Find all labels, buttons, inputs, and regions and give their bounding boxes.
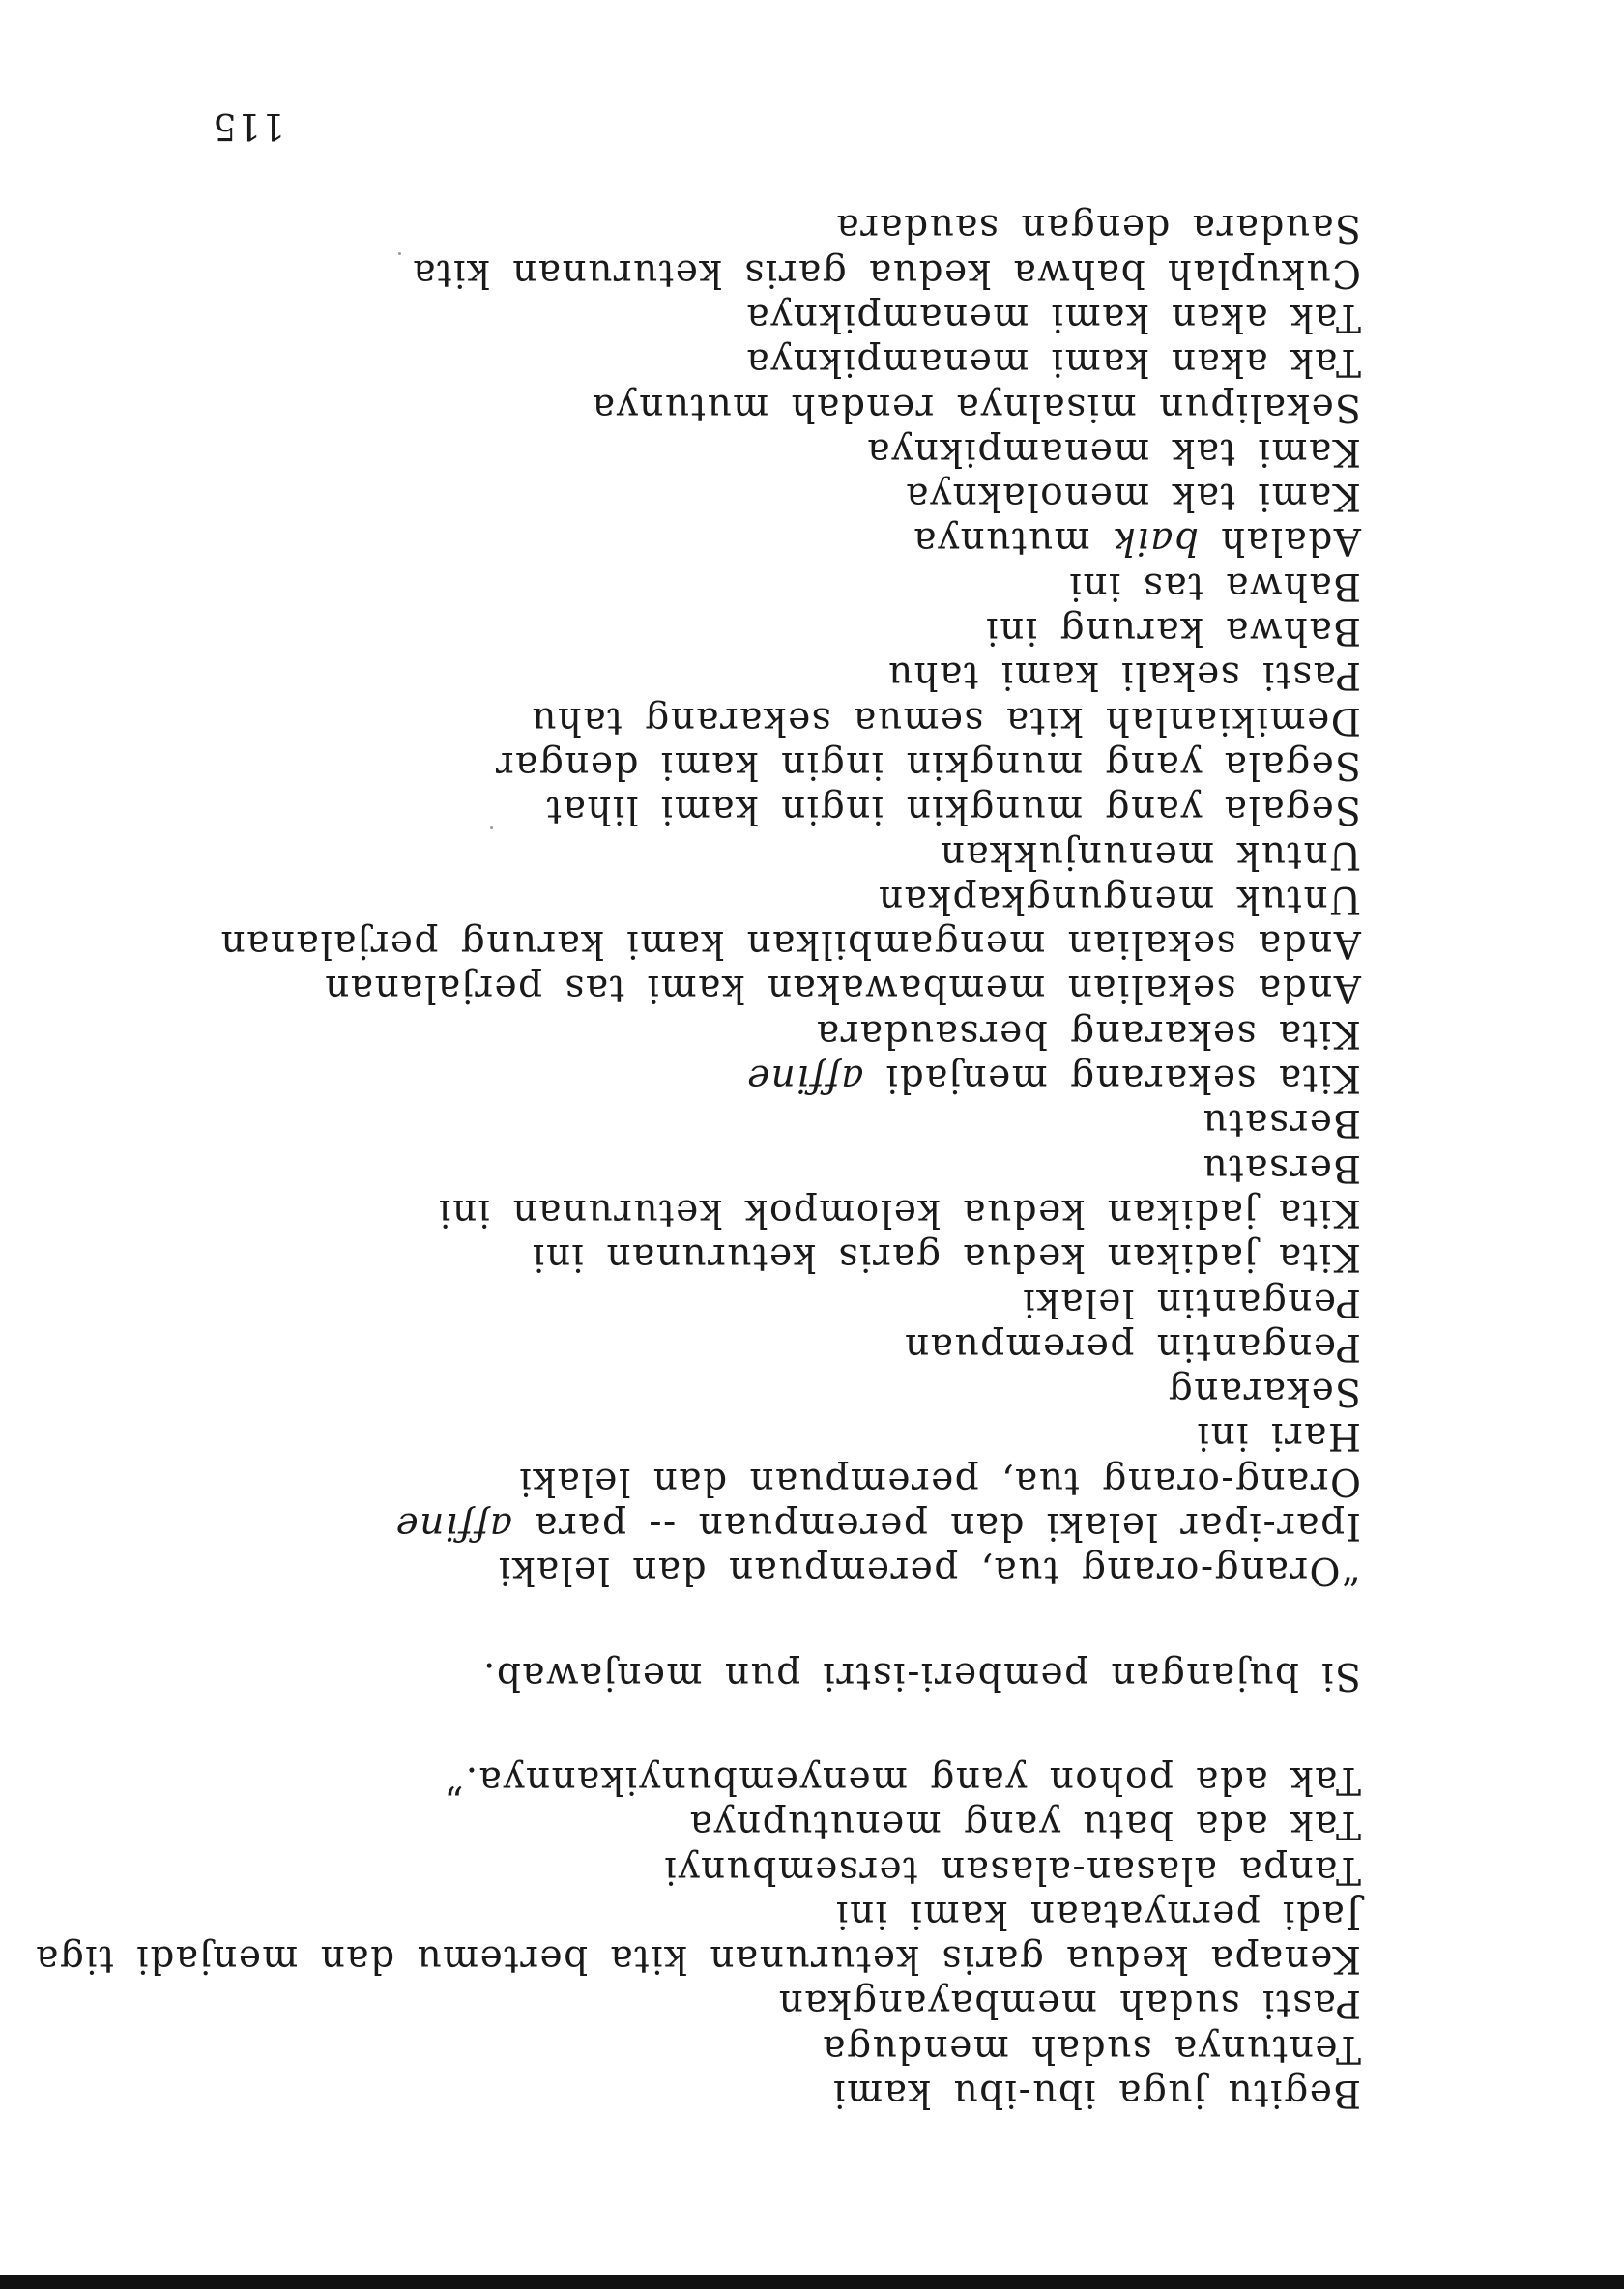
poem-line: Untuk mengungkapkan <box>877 877 1361 921</box>
narration-line: Si bujangan pemberi-istri pun menjawab. <box>481 1653 1361 1697</box>
italic-term: baik <box>1111 519 1199 564</box>
poem-line: Bahwa karung ini <box>984 609 1361 653</box>
poem-line: Untuk menunjukkan <box>939 832 1361 877</box>
poem-line <box>104 1503 1361 1548</box>
poem-line: Kami tak menampiknya <box>865 429 1361 474</box>
poem-line: Kita jadikan kedua kelompok keturunan ini <box>437 1190 1361 1234</box>
poem-line: Pengantin lelaki <box>1021 1280 1361 1324</box>
poem-line: Pasti sudah membayangkan <box>777 1982 1361 2026</box>
poem-line: Orang-orang tua, perempuan dan lelaki <box>517 1459 1361 1503</box>
poem-text <box>34 205 1361 2115</box>
poem-line <box>104 1056 1361 1100</box>
poem-line: Bersatu <box>1202 1145 1361 1190</box>
line-text: Adalah <box>1198 519 1361 564</box>
stanza-gap <box>104 1697 1361 1757</box>
poem-line: Tak akan kami menampiknya <box>744 340 1361 385</box>
stanza-gap <box>104 1592 1361 1652</box>
line-text: Kita sekarang menjadi <box>863 1057 1361 1101</box>
poem-line: Pasti sekali kami tahu <box>886 653 1361 698</box>
poem-line: Kami tak menolaknya <box>904 475 1361 519</box>
poem-line: Begitu juga ibu-ibu kami <box>831 2072 1361 2115</box>
poem-line: Segala yang mungkin ingin kami lihat <box>545 788 1361 832</box>
poem-line: Anda sekalian mengambilkan kami karung perjalanan <box>219 922 1361 967</box>
line-text: Ipar-ipar lelaki dan perempuan -- para <box>511 1504 1361 1549</box>
poem-line: Sekarang <box>1167 1370 1361 1414</box>
poem-line: Kita sekarang bersaudara <box>815 1011 1361 1056</box>
poem-line <box>104 518 1361 563</box>
poem-line: Tak akan kami menampiknya <box>744 296 1361 340</box>
poem-line: Tentunya sudah menduga <box>821 2026 1361 2071</box>
poem-line: Kita jadikan kedua garis keturunan ini <box>531 1235 1361 1280</box>
poem-line: Demikianlah kita semua sekarang tahu <box>530 698 1361 742</box>
page-number: 115 <box>212 105 285 148</box>
poem-line: Tanpa alasan-alasan tersembunyi <box>663 1847 1361 1892</box>
poem-line: Sekalipun misalnya rendah mutunya <box>591 385 1361 429</box>
poem-line: Cukuplah bahwa kedua garis keturunan kita <box>411 250 1361 295</box>
poem-line: Segala yang mungkin ingin kami dengar <box>494 742 1361 787</box>
poem-line: Tak ada batu yang menutupnya <box>688 1803 1361 1847</box>
line-text: mutunya <box>912 519 1112 564</box>
poem-line: Hari ini <box>1196 1414 1361 1459</box>
scan-speck <box>398 252 401 255</box>
poem-line: Bahwa tas ini <box>1068 564 1361 608</box>
poem-line: Pengantin perempuan <box>903 1324 1361 1369</box>
poem-line: Tak ada pohon yang menyembunyikannya.” <box>443 1757 1361 1802</box>
italic-term: affine <box>394 1504 512 1549</box>
scan-border <box>0 2275 1624 2289</box>
poem-line: Bersatu <box>1202 1101 1361 1145</box>
poem-line: Kenapa kedua garis keturunan kita bertemu dan menjadi tiga <box>34 1937 1361 1982</box>
scan-speck <box>490 826 493 829</box>
italic-term: affine <box>745 1057 864 1101</box>
poem-line: Jadi pernyataan kami ini <box>834 1892 1361 1936</box>
poem-line: Saudara dengan saudara <box>835 206 1361 250</box>
poem-line: “Orang-orang tua, perempuan dan lelaki <box>497 1549 1361 1593</box>
poem-line: Anda sekalian membawakan kami tas perjalanan <box>323 967 1361 1011</box>
